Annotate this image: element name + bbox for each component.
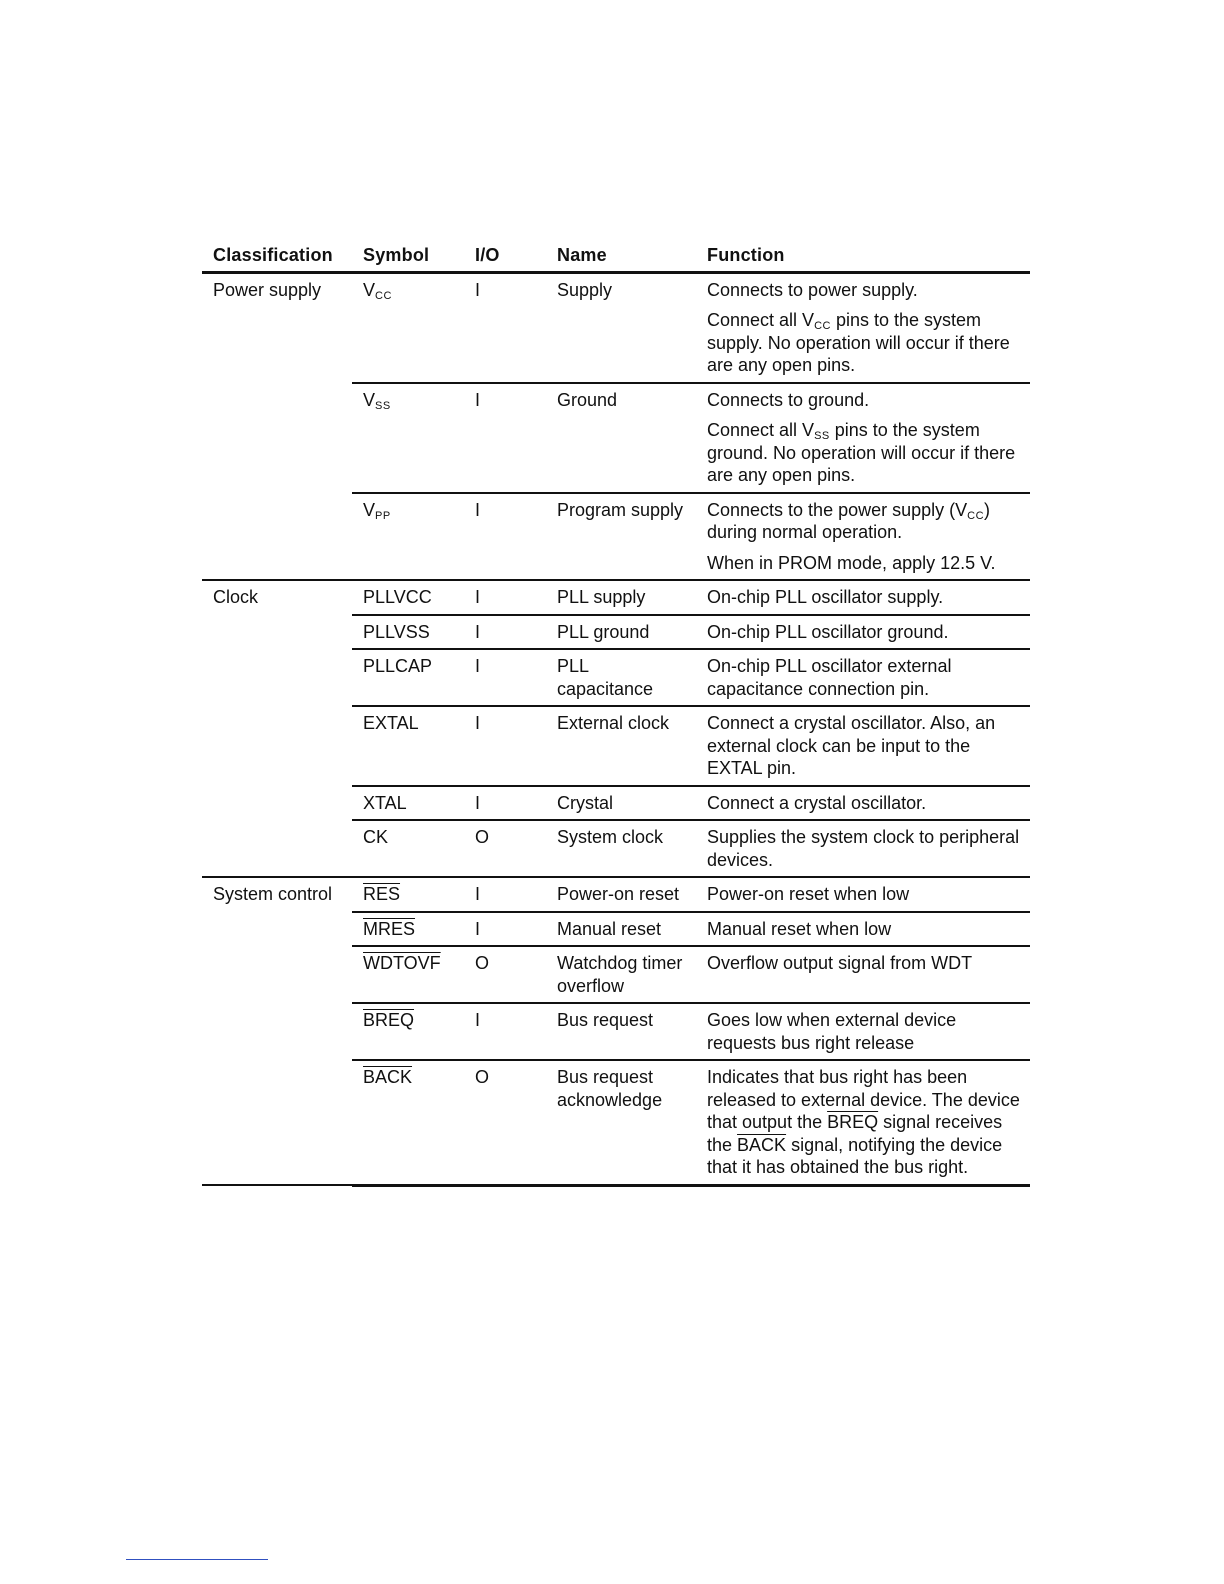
function-cell: Connect a crystal oscillator. [696, 786, 1030, 821]
function-text-part: signal, notifying the device that it has obtained the bus right. [707, 1134, 1003, 1177]
header-symbol: Symbol [352, 238, 464, 272]
symbol-cell: CK [352, 820, 464, 877]
function-cell: Goes low when external device requests bus right release [696, 1003, 1030, 1060]
classification-system-control: System control [202, 877, 352, 1185]
name-cell: External clock [546, 706, 696, 786]
symbol-overlined: WDTOVF [363, 953, 441, 973]
symbol-subscript: PP [375, 509, 391, 522]
io-cell: O [464, 820, 546, 877]
io-cell: I [464, 580, 546, 615]
symbol-cell: XTAL [352, 786, 464, 821]
name-cell: Crystal [546, 786, 696, 821]
symbol-cell: PLLVSS [352, 615, 464, 650]
io-cell: I [464, 1003, 546, 1060]
function-overlined: BREQ [827, 1112, 879, 1132]
io-cell: I [464, 615, 546, 650]
io-cell: O [464, 946, 546, 1003]
table-row [202, 272, 1030, 383]
function-text [707, 309, 1022, 377]
function-text-part: Indicates that bus right has been released to external device. The device that output the [707, 1067, 1020, 1132]
io-cell: I [464, 272, 546, 383]
function-cell: On-chip PLL oscillator supply. [696, 580, 1030, 615]
table-header-row [202, 238, 1030, 272]
function-text [707, 499, 1022, 544]
function-text-part: Connect all V [707, 420, 815, 440]
footer-link-rule [126, 1559, 268, 1560]
function-cell [696, 272, 1030, 383]
function-text [707, 419, 1022, 487]
io-cell: I [464, 786, 546, 821]
function-text-part: pins to the system ground. No operation will occur if there are any open pins. [707, 420, 1016, 485]
function-subscript: CC [814, 320, 831, 332]
function-cell: Supplies the system clock to peripheral devices. [696, 820, 1030, 877]
io-cell: I [464, 383, 546, 493]
function-cell: Connect a crystal oscillator. Also, an external clock can be input to the EXTAL pin. [696, 706, 1030, 786]
function-cell: Manual reset when low [696, 912, 1030, 947]
symbol-subscript: SS [375, 399, 391, 412]
function-cell: On-chip PLL oscillator external capacitance connection pin. [696, 649, 1030, 706]
io-cell: I [464, 649, 546, 706]
symbol-cell [352, 1060, 464, 1185]
symbol-overlined: MRES [363, 918, 416, 939]
name-cell: PLL supply [546, 580, 696, 615]
name-cell: PLL capacitance [546, 649, 696, 706]
symbol-base: V [363, 389, 376, 410]
name-cell: Watchdog timer overflow [546, 946, 696, 1003]
symbol-cell: PLLVCC [352, 580, 464, 615]
name-cell: Supply [546, 272, 696, 383]
pin-function-table [202, 238, 1030, 1187]
name-cell: System clock [546, 820, 696, 877]
symbol-cell: PLLCAP [352, 649, 464, 706]
symbol-overlined: BACK [363, 1067, 413, 1087]
io-cell: I [464, 912, 546, 947]
symbol-cell [352, 877, 464, 912]
symbol-cell [352, 946, 464, 1003]
function-cell [696, 1060, 1030, 1185]
io-cell: O [464, 1060, 546, 1185]
name-cell: Program supply [546, 493, 696, 581]
name-cell: PLL ground [546, 615, 696, 650]
function-overlined: BACK [737, 1134, 787, 1155]
function-text-part: pins to the system supply. No operation will occur if there are any open pins. [707, 310, 1010, 375]
symbol-vcc [352, 272, 464, 383]
name-cell: Bus request [546, 1003, 696, 1060]
symbol-base: V [363, 499, 376, 520]
function-text-part: signal receives the [707, 1112, 1003, 1155]
io-cell: I [464, 493, 546, 581]
name-cell: Ground [546, 383, 696, 493]
symbol-cell [352, 912, 464, 947]
classification-clock: Clock [202, 580, 352, 877]
io-cell: I [464, 877, 546, 912]
header-function: Function [696, 238, 1030, 272]
function-text-part: Connect all V [707, 310, 815, 330]
symbol-cell: EXTAL [352, 706, 464, 786]
function-cell: On-chip PLL oscillator ground. [696, 615, 1030, 650]
table-row [202, 580, 1030, 615]
function-subscript: SS [814, 430, 830, 442]
function-cell [696, 383, 1030, 493]
symbol-vss [352, 383, 464, 493]
header-io: I/O [464, 238, 546, 272]
name-cell: Manual reset [546, 912, 696, 947]
io-cell: I [464, 706, 546, 786]
function-text: Connects to power supply. [707, 279, 918, 300]
symbol-overlined: BREQ [363, 1010, 415, 1030]
symbol-subscript: CC [375, 289, 392, 302]
function-subscript: CC [967, 509, 985, 522]
symbol-cell [352, 1003, 464, 1060]
classification-power-supply: Power supply [202, 272, 352, 580]
symbol-overlined: $\overline{RES}$ [363, 884, 401, 904]
name-cell: Bus request acknowledge [546, 1060, 696, 1185]
symbol-base: V [363, 279, 376, 300]
function-text: When in PROM mode, apply 12.5 V. [707, 552, 996, 573]
header-classification: Classification [202, 238, 352, 272]
function-cell: Overflow output signal from WDT [696, 946, 1030, 1003]
function-text-part: Connects to the power supply (V [707, 499, 968, 520]
function-text-part: ) during normal operation. [707, 499, 991, 542]
header-name: Name [546, 238, 696, 272]
table-row [202, 877, 1030, 912]
function-cell: Power-on reset when low [696, 877, 1030, 912]
function-cell [696, 493, 1030, 581]
symbol-vpp [352, 493, 464, 581]
function-text: Connects to ground. [707, 389, 870, 410]
name-cell: Power-on reset [546, 877, 696, 912]
